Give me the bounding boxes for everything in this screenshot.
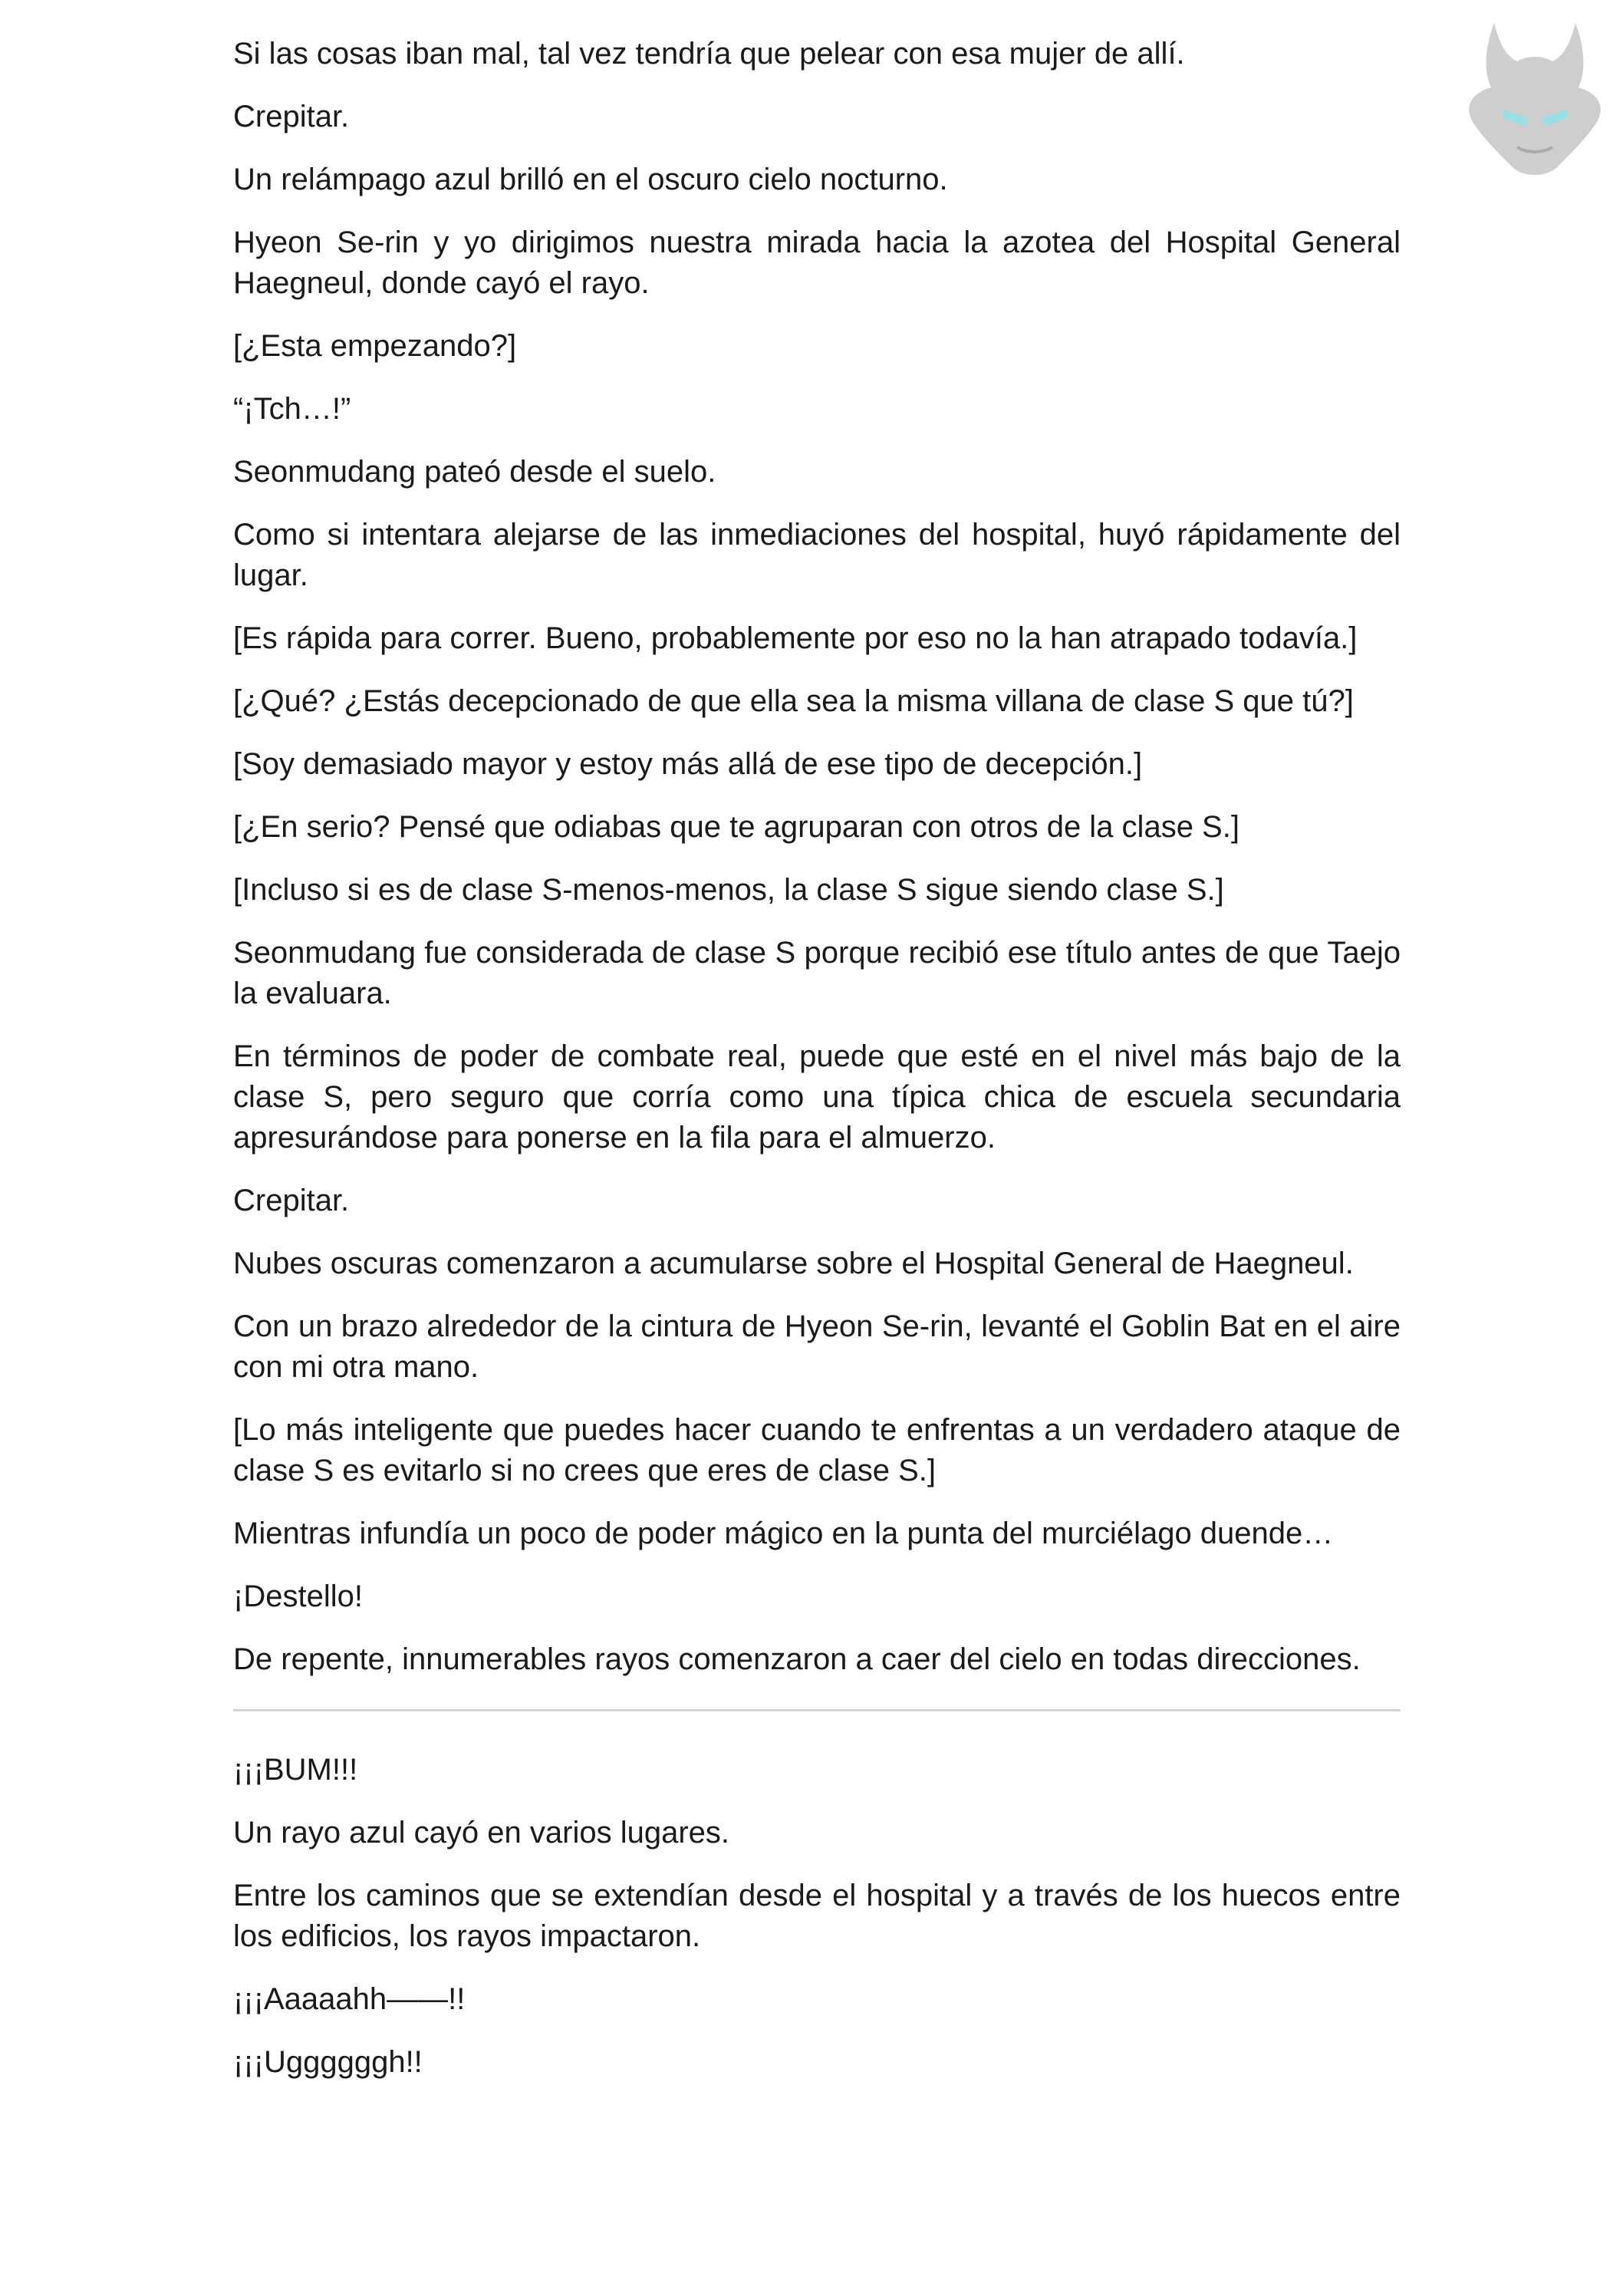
paragraph: Un relámpago azul brilló en el oscuro cielo nocturno. [233, 163, 948, 196]
section-2 [233, 1750, 1401, 2083]
chapter-text [233, 34, 1401, 2105]
paragraph: ¡¡¡Aaaaahh——!! [233, 1982, 466, 2016]
paragraph: Mientras infundía un poco de poder mágico en la punta del murciélago duende… [233, 1517, 1334, 1550]
paragraph: [¿En serio? Pensé que odiabas que te agruparan con otros de la clase S.] [233, 810, 1239, 844]
paragraph: Hyeon Se-rin y yo dirigimos nuestra mirada hacia la azotea del Hospital General Haegneul, donde cayó el rayo. [233, 226, 1401, 300]
paragraph: Seonmudang pateó desde el suelo. [233, 455, 716, 489]
paragraph: [¿Esta empezando?] [233, 329, 517, 363]
paragraph: Como si intentara alejarse de las inmediaciones del hospital, huyó rápidamente del lugar. [233, 518, 1401, 592]
paragraph: [Soy demasiado mayor y estoy más allá de ese tipo de decepción.] [233, 747, 1143, 781]
paragraph: [Es rápida para correr. Bueno, probablemente por eso no la han atrapado todavía.] [233, 621, 1358, 655]
paragraph: Con un brazo alrededor de la cintura de Hyeon Se-rin, levanté el Goblin Bat en el aire con mi otra mano. [233, 1309, 1401, 1384]
paragraph: “¡Tch…!” [233, 392, 351, 426]
paragraph: [¿Qué? ¿Estás decepcionado de que ella sea la misma villana de clase S que tú?] [233, 684, 1354, 718]
demon-head-icon [1463, 17, 1606, 186]
paragraph: [Incluso si es de clase S-menos-menos, la clase S sigue siendo clase S.] [233, 873, 1224, 907]
paragraph: Seonmudang fue considerada de clase S porque recibió ese título antes de que Taejo la evaluara. [233, 936, 1401, 1010]
paragraph: [Lo más inteligente que puedes hacer cuando te enfrentas a un verdadero ataque de clase S es evitarlo si no crees que eres de clase S.] [233, 1413, 1401, 1487]
paragraph: Un rayo azul cayó en varios lugares. [233, 1816, 729, 1850]
section-divider [233, 1709, 1401, 1711]
paragraph: Si las cosas iban mal, tal vez tendría que pelear con esa mujer de allí. [233, 37, 1185, 71]
section-1 [233, 34, 1401, 1680]
paragraph: En términos de poder de combate real, puede que esté en el nivel más bajo de la clase S, pero seguro que corría como una típica chica de escuela secundaria apresurándose para ponerse en la fila para el almuerzo. [233, 1039, 1401, 1155]
paragraph: De repente, innumerables rayos comenzaron a caer del cielo en todas direcciones. [233, 1642, 1361, 1676]
paragraph: ¡Destello! [233, 1580, 363, 1613]
paragraph: Crepitar. [233, 1184, 350, 1217]
paragraph: ¡¡¡Uggggggh!! [233, 2045, 423, 2079]
paragraph: Entre los caminos que se extendían desde el hospital y a través de los huecos entre los edificios, los rayos impactaron. [233, 1879, 1401, 1953]
paragraph: Nubes oscuras comenzaron a acumularse sobre el Hospital General de Haegneul. [233, 1247, 1354, 1280]
paragraph: ¡¡¡BUM!!! [233, 1753, 358, 1787]
paragraph: Crepitar. [233, 100, 350, 133]
